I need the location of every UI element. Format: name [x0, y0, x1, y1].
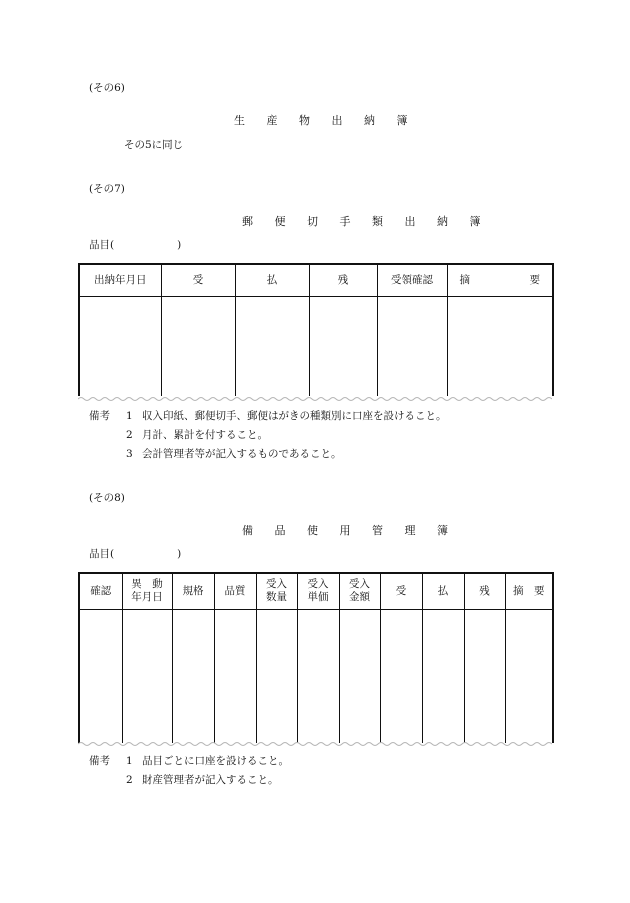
col-balance	[464, 573, 505, 609]
section7-note-3-text: 会計管理者等が記入するものであること。	[142, 448, 342, 460]
col-received-amount-l1: 受入	[349, 578, 370, 591]
col-spec	[172, 573, 214, 609]
section7-note-2-num: 2	[126, 429, 133, 441]
section6-note: その5に同じ	[124, 139, 184, 151]
col-receipt-confirm: 受領確認	[377, 264, 447, 296]
section7-note-1-num: 1	[126, 410, 133, 422]
section7-item-label: 品目( )	[89, 239, 182, 251]
col-received-qty	[256, 573, 297, 609]
table-cell	[377, 296, 447, 396]
section8-note-2-num: 2	[126, 774, 133, 786]
col-received-amount-l2: 金額	[349, 591, 370, 604]
section7-label: (その7)	[89, 183, 125, 195]
section8-note-2-text: 財産管理者が記入すること。	[142, 774, 279, 786]
col-receive-label: 受	[395, 584, 407, 597]
col-pay	[422, 573, 464, 609]
col-confirm-label: 確認	[90, 584, 112, 597]
section7-note-1-text: 収入印紙、郵便切手、郵便はがきの種類別に口座を設けること。	[142, 410, 447, 422]
col-confirm	[79, 573, 122, 609]
table-cell	[505, 609, 553, 743]
col-date: 出納年月日	[79, 264, 161, 296]
table-cell	[309, 296, 377, 396]
col-remarks	[505, 573, 553, 609]
col-received-unit-price-l1: 受入	[307, 578, 329, 591]
table-cell	[422, 609, 464, 743]
table-cell	[256, 609, 297, 743]
table-cell	[297, 609, 339, 743]
table-cell	[447, 296, 553, 396]
col-balance: 残	[309, 264, 377, 296]
section8-note-1-text: 品目ごとに口座を設けること。	[142, 755, 289, 767]
col-pay-label: 払	[437, 584, 449, 597]
section7-title: 郵 便 切 手 類 出 納 簿	[242, 215, 490, 228]
section6-label: (その6)	[89, 82, 125, 94]
col-received-amount	[339, 573, 380, 609]
wavy-cut-line	[78, 740, 552, 748]
col-remarks-label: 摘 要	[513, 584, 545, 597]
col-spec-label: 規格	[182, 584, 204, 597]
col-quality-label: 品質	[224, 584, 246, 597]
table-cell	[172, 609, 214, 743]
table-cell	[122, 609, 172, 743]
col-change-date-l2: 年月日	[131, 591, 163, 604]
col-remarks-part1: 摘	[459, 273, 470, 286]
postage-ledger-table	[78, 263, 554, 396]
table-cell	[464, 609, 505, 743]
col-receive	[380, 573, 422, 609]
section7-note-3-num: 3	[126, 448, 133, 460]
equipment-usage-table	[78, 572, 554, 743]
table-cell	[380, 609, 422, 743]
table-cell	[235, 296, 309, 396]
col-pay: 払	[235, 264, 309, 296]
col-received-unit-price	[297, 573, 339, 609]
section8-item-label: 品目( )	[89, 548, 182, 560]
table-cell	[339, 609, 380, 743]
table-cell	[79, 296, 161, 396]
col-receive: 受	[161, 264, 235, 296]
table-cell	[79, 609, 122, 743]
col-quality	[214, 573, 256, 609]
section7-note-2-text: 月計、累計を付すること。	[142, 429, 268, 441]
col-remarks	[447, 264, 553, 296]
section7-notes-title: 備考	[89, 410, 110, 422]
table-cell	[161, 296, 235, 396]
col-received-unit-price-l2: 単価	[307, 591, 329, 604]
wavy-cut-line	[78, 395, 552, 403]
section6-title: 生 産 物 出 納 簿	[234, 114, 417, 127]
section8-notes-title: 備考	[89, 755, 110, 767]
col-balance-label: 残	[479, 584, 490, 597]
section8-label: (その8)	[89, 492, 125, 504]
section8-title: 備 品 使 用 管 理 簿	[242, 524, 457, 537]
col-change-date	[122, 573, 172, 609]
col-received-qty-l2: 数量	[266, 591, 287, 604]
col-remarks-part2: 要	[529, 273, 540, 286]
col-change-date-l1: 異 動	[131, 578, 163, 591]
table-cell	[214, 609, 256, 743]
col-received-qty-l1: 受入	[266, 578, 287, 591]
section8-note-1-num: 1	[126, 755, 133, 767]
